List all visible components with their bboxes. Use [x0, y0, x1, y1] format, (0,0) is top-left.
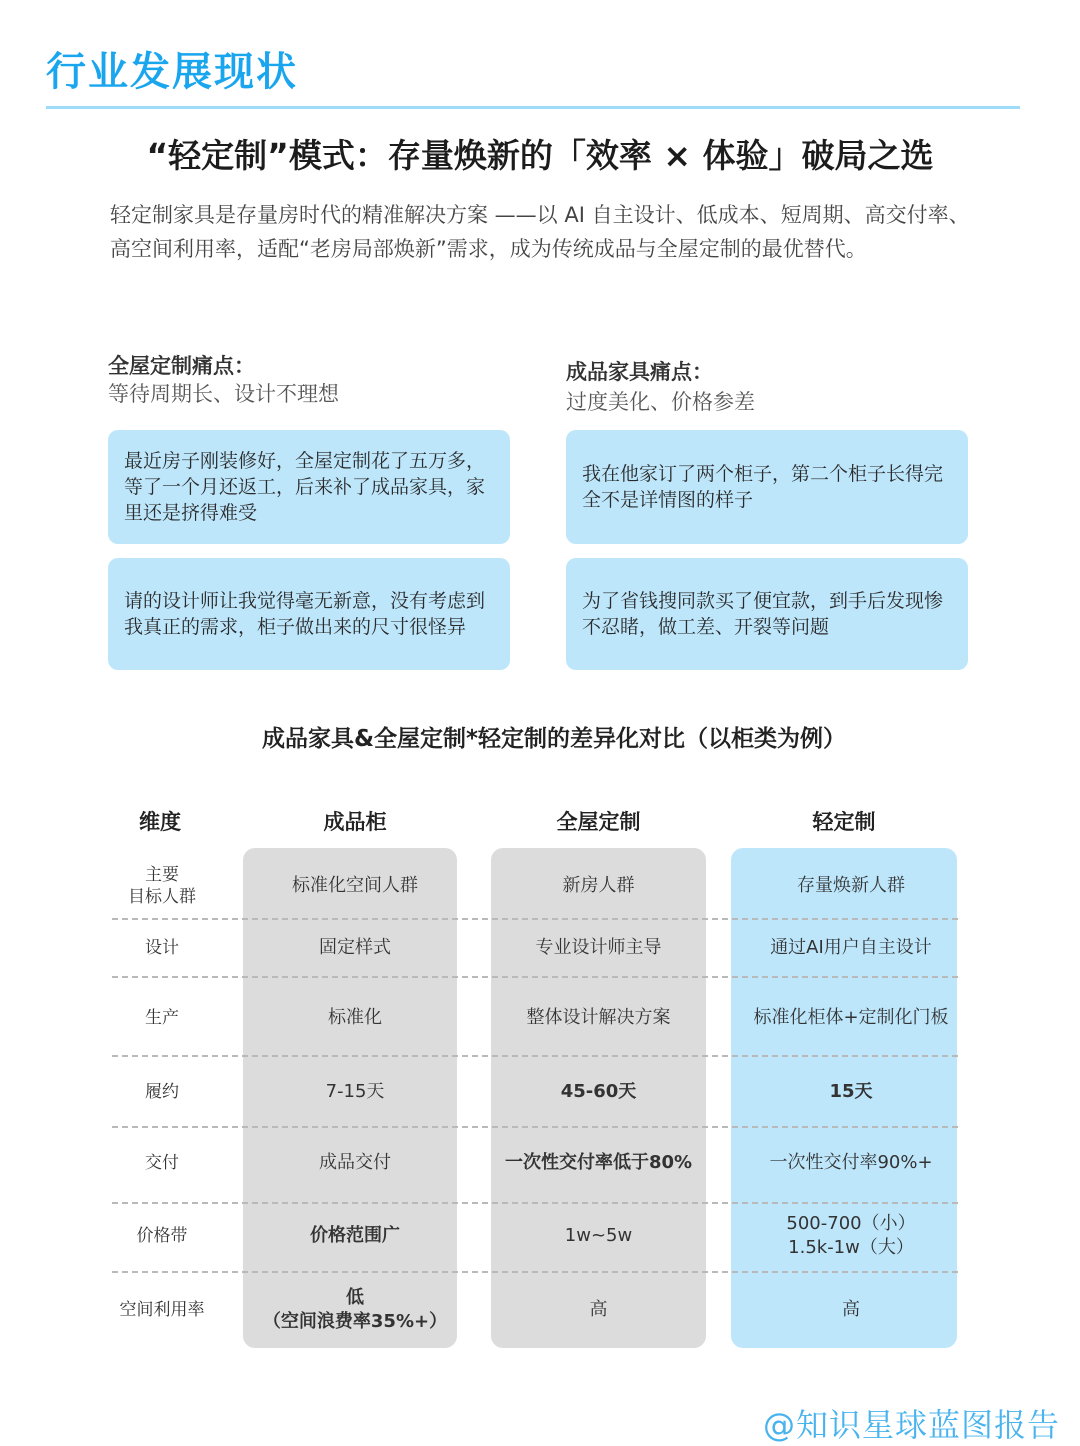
pain-left-heading: 全屋定制痛点：: [108, 354, 255, 378]
table-cell: 500-700（小） 1.5k-1w（大）: [786, 1213, 916, 1258]
table-cell: 标准化柜体+定制化门板: [753, 1007, 949, 1028]
section-title: 行业发展现状: [46, 49, 298, 95]
pain-left-quote-1: 最近房子刚装修好，全屋定制花了五万多，等了一个月还返工，后来补了成品家具，家里还是挤得难受: [108, 430, 510, 544]
dimension-label: 空间利用率: [119, 1300, 205, 1320]
table-cell: 低 （空间浪费率35%+）: [262, 1287, 448, 1332]
row-separator: [112, 1055, 958, 1057]
pain-right-quote-1: 我在他家订了两个柜子，第二个柜子长得完全不是详情图的样子: [566, 430, 968, 544]
table-cell: 新房人群: [562, 875, 635, 896]
table-cell: 整体设计解决方案: [526, 1007, 671, 1028]
title-divider: [46, 106, 1020, 109]
comparison-title: 成品家具&全屋定制*轻定制的差异化对比（以柜类为例）: [261, 726, 847, 752]
intro-paragraph: 轻定制家具是存量房时代的精准解决方案 ——以 AI 自主设计、低成本、短周期、高交付率、高空间利用率，适配“老房局部焕新”需求，成为传统成品与全屋定制的最优替代。: [110, 203, 970, 261]
table-cell: 专业设计师主导: [535, 937, 662, 958]
pain-left-summary: 等待周期长、设计不理想: [108, 382, 339, 406]
table-cell: 7-15天: [325, 1081, 385, 1102]
watermark: @知识星球蓝图报告: [762, 1406, 1060, 1444]
pain-right-quote-2: 为了省钱搜同款买了便宜款，到手后发现惨不忍睹，做工差、开裂等问题: [566, 558, 968, 670]
pain-left-quote-2: 请的设计师让我觉得毫无新意，没有考虑到我真正的需求，柜子做出来的尺寸很怪异: [108, 558, 510, 670]
table-cell: 一次性交付率90%+: [769, 1152, 933, 1173]
dimension-label: 生产: [145, 1008, 179, 1028]
row-separator: [112, 1202, 958, 1204]
row-separator: [112, 976, 958, 978]
header-whole-house: 全屋定制: [556, 810, 641, 834]
table-cell: 15天: [829, 1081, 873, 1102]
header-dimension: 维度: [139, 810, 181, 834]
table-cell: 通过AI用户自主设计: [770, 937, 932, 958]
table-cell: 标准化空间人群: [292, 875, 418, 896]
row-separator: [112, 918, 958, 920]
table-cell: 一次性交付率低于80%: [504, 1152, 693, 1173]
dimension-label: 价格带: [136, 1226, 188, 1246]
table-cell: 高: [589, 1299, 608, 1320]
header-light-custom: 轻定制: [812, 810, 876, 834]
headline: “轻定制”模式：存量焕新的「效率 × 体验」破局之选: [146, 136, 934, 175]
table-cell: 高: [842, 1299, 860, 1320]
pain-right-heading: 成品家具痛点：: [566, 360, 713, 384]
pain-right-summary: 过度美化、价格参差: [566, 390, 755, 414]
dimension-label: 主要 目标人群: [128, 865, 196, 907]
dimension-label: 履约: [145, 1082, 179, 1102]
table-cell: 价格范围广: [310, 1225, 400, 1246]
row-separator: [112, 1271, 958, 1273]
header-ready-made: 成品柜: [323, 810, 387, 834]
dimension-label: 交付: [145, 1153, 179, 1173]
table-cell: 固定样式: [319, 937, 391, 958]
table-cell: 1w~5w: [564, 1225, 633, 1246]
row-separator: [112, 1126, 958, 1128]
table-cell: 标准化: [328, 1007, 382, 1028]
table-cell: 成品交付: [319, 1152, 391, 1173]
table-cell: 45-60天: [560, 1081, 637, 1102]
table-cell: 存量焕新人群: [797, 875, 905, 896]
dimension-label: 设计: [145, 938, 179, 958]
